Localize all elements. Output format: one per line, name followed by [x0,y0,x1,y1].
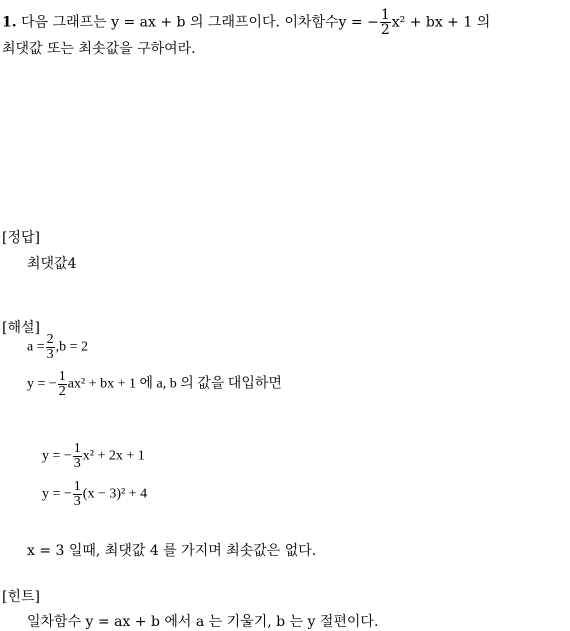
explanation-eq-3: y = − $\frac{1}{3}$ x² + 2x + 1 [42,441,145,471]
eq1-fraction: $\frac{2}{3}$ [46,332,54,362]
problem-text-1: 다음 그래프는 y = ax + b 의 그래프이다. 이차함수y = − [21,14,379,31]
problem-line-1 [2,8,490,37]
explanation-conclusion: x = 3 일때, 최댓값 4 를 가지며 최솟값은 없다. [27,543,317,559]
eq2-fraction: $\frac{1}{2}$ [58,369,66,399]
answer-value: 최댓값4 [27,256,77,272]
answer-header: [정답] [2,230,40,246]
problem-text-1-tail: x² + bx + 1 의 [391,14,491,31]
explanation-eq-4: y = − $\frac{1}{3}$ (x − 3)² + 4 [42,479,148,509]
explanation-header: [해설] [2,320,40,336]
eq4-fraction: $\frac{1}{3}$ [73,479,81,509]
explanation-eq-1: a = $\frac{2}{3}$ ,b = 2 [27,332,89,362]
problem-number: 1. [2,14,17,31]
hint-text: 일차함수 y = ax + b 에서 a 는 기울기, b 는 y 절편이다. [27,614,379,630]
hint-header: [힌트] [2,589,40,605]
problem-fraction: $\frac{1}{2}$ [380,7,390,38]
explanation-eq-2: y = − $\frac{1}{2}$ ax² + bx + 1 에 a, b 의 값을 대입하면 [27,369,282,399]
eq3-fraction: $\frac{1}{3}$ [73,441,81,471]
problem-line-2: 최댓값 또는 최솟값을 구하여라. [2,41,196,57]
